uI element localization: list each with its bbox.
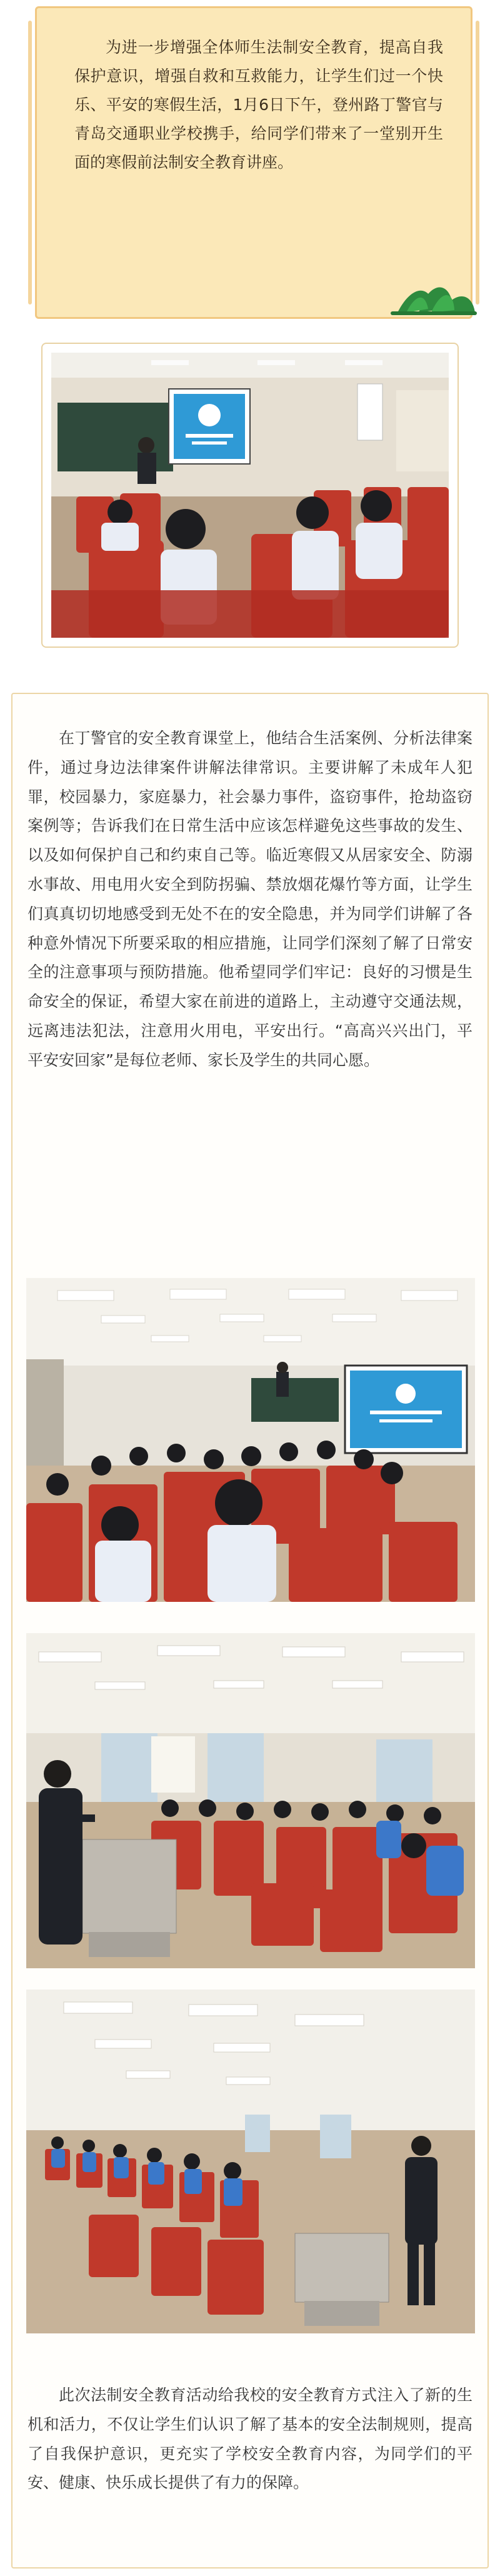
- classroom-rear-view-photo: [26, 1278, 475, 1602]
- officer-at-lectern-photo: [26, 1633, 475, 1968]
- intro-paragraph: 为进一步增强全体师生法制安全教育，提高自我保护意识，增强自救和互救能力，让学生们过一个快乐、平安的寒假生活，1月6日下午，登州路丁警官与青岛交通职业学校携手，给同学们带来了一堂别开生面的寒假前法制安全教育讲座。: [74, 38, 443, 171]
- green-leaf-decoration-icon: [384, 269, 478, 319]
- lecture-photo-front-view: [51, 353, 449, 638]
- lecture-summary-paragraph: 在丁警官的安全教育课堂上，他结合生活案例、分析法律案件，通过身边法律案件讲解法律常识。主要讲解了未成年人犯罪，校园暴力，家庭暴力，社会暴力事件，盗窃事件，抢劫盗窃案例等；告诉我们在日常生活中应该怎样避免这些事故的发生、以及如何保护自己和约束自己等。临近寒假又从居家安全、防溺水事故、用电用火安全到防拐骗、禁放烟花爆竹等方面，让学生们真真切切地感受到无处不在的安全隐患，并为同学们讲解了各种意外情况下所要采取的相应措施，让同学们深刻了解了日常安全的注意事项与预防措施。他希望同学们牢记：良好的习惯是生命安全的保证，希望大家在前进的道路上，主动遵守交通法规，远离违法犯法，注意用火用电，平安出行。“高高兴兴出门，平平安安回家”是每位老师、家长及学生的共同心愿。: [28, 729, 472, 1069]
- auditorium-overview-photo: [26, 1990, 475, 2333]
- content-card: [11, 693, 489, 2568]
- lecture-photo-frame: [41, 343, 459, 648]
- conclusion-paragraph: 此次法制安全教育活动给我校的安全教育方式注入了新的生机和活力，不仅让学生们认识了解了基本的安全法制规则，提高了自我保护意识，更充实了学校安全教育内容，为同学们的平安、健康、快乐成长提供了有力的保障。: [28, 2386, 472, 2492]
